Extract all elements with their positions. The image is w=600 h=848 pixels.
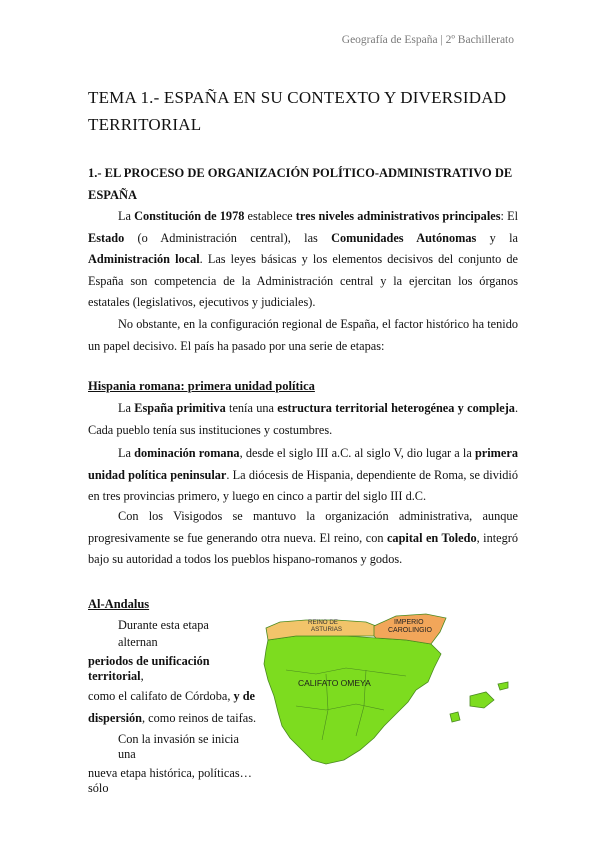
text-run: , desde el siglo III a.C. al siglo V, dio lugar a la [239, 446, 475, 460]
text-run: . La diócesis de Hispania, dependiente de Roma, se dividió en tres provincias primero, y luego en cinco a partir del siglo III d.C. [88, 467, 518, 503]
section-heading-line-2: ESPAÑA [88, 188, 138, 202]
text-run: Con los Visigodos se mantuvo la organización administrativa, aunque progresivamente se fue generando otra nueva. El reino, con [88, 509, 518, 545]
text-run: tenía una [225, 401, 278, 415]
text-run: , como reinos de taifas. [142, 711, 257, 725]
text-run: : El [500, 209, 519, 223]
bold-run: dominación romana [134, 446, 240, 460]
al-andalus-line: nueva etapa histórica, políticas… [88, 766, 252, 780]
bold-run: Constitución de 1978 [134, 209, 245, 223]
bold-run: Administración local [88, 252, 200, 266]
text-run: , integró bajo su autoridad a todos los pueblos hispano-romanos y godos. [88, 530, 518, 566]
map-label-carolingio-1: IMPERIO [394, 619, 424, 626]
paragraph-dominacion-romana [88, 443, 518, 508]
text-run: . Cada pueblo tenía sus instituciones y costumbres. [88, 401, 519, 437]
text-run: y la [476, 230, 518, 245]
bold-run: estructura territorial heterogénea y compleja [277, 401, 515, 415]
text-run: La [118, 209, 135, 223]
text-run: (o Administración central), las [124, 230, 332, 245]
balearic-island-ibiza [450, 712, 460, 722]
section-heading-line-1: 1.- EL PROCESO DE ORGANIZACIÓN POLÍTICO-ADMINISTRATIVO DE [88, 166, 513, 180]
text-run: . Las leyes básicas y los elementos decisivos del conjunto de España son competencia de la Administración central y la ejercitan los órganos estatales (legislativos, ejecutivos y judiciales). [88, 252, 518, 309]
heading-al-andalus: Al-Andalus [88, 597, 150, 611]
al-andalus-line [88, 710, 256, 727]
al-andalus-line [88, 688, 255, 705]
map-svg [256, 610, 510, 770]
running-header: Geografía de España | 2º Bachillerato [341, 34, 514, 46]
text-run: La [118, 446, 135, 460]
heading-hispania-romana: Hispania romana: primera unidad política [88, 379, 315, 393]
map-label-carolingio-2: CAROLINGIO [388, 627, 432, 634]
al-andalus-line: una [118, 747, 136, 761]
text-run: como el califato de Córdoba, [88, 689, 234, 703]
map-califato-omeya [256, 610, 510, 770]
paragraph-espana-primitiva [88, 398, 518, 441]
map-label-asturias-1: REINO DE [308, 619, 338, 626]
text-run: No obstante, en la configuración regional de España, el factor histórico ha tenido un papel decisivo. El país ha pasado por una serie de etapas: [88, 317, 518, 353]
text-run: establece [244, 209, 296, 223]
bold-run: dispersión [88, 711, 142, 725]
page-title [88, 84, 528, 138]
map-label-asturias-2: ASTURIAS [311, 626, 342, 633]
bold-run: Comunidades Autónomas [331, 230, 477, 245]
al-andalus-line: Durante esta etapa [118, 618, 209, 632]
bold-run: territorial [88, 669, 141, 683]
title-line-2: TERRITORIAL [88, 115, 202, 134]
al-andalus-bold-line [88, 668, 144, 685]
text-run: La [118, 401, 135, 415]
al-andalus-bold-line: periodos de unificación [88, 654, 210, 668]
al-andalus-line: sólo [88, 781, 109, 795]
paragraph-visigodos [88, 506, 518, 571]
bold-run: tres niveles administrativos principales [295, 209, 501, 223]
title-line-1: TEMA 1.- ESPAÑA EN SU CONTEXTO Y DIVERSIDAD [88, 88, 507, 107]
paragraph-constitution [88, 206, 518, 314]
bold-run: y de [233, 689, 255, 703]
text-run: , [140, 669, 144, 683]
map-label-califato: CALIFATO OMEYA [298, 678, 371, 688]
bold-run: Estado [88, 230, 125, 245]
al-andalus-line: Con la invasión se inicia [118, 732, 239, 746]
bold-run: España primitiva [134, 401, 226, 415]
al-andalus-line: alternan [118, 635, 158, 649]
section-heading [88, 162, 518, 206]
bold-run: capital en Toledo [386, 530, 477, 545]
bold-run: primera unidad política peninsular [88, 446, 518, 482]
paragraph-historical-factor [88, 314, 518, 357]
